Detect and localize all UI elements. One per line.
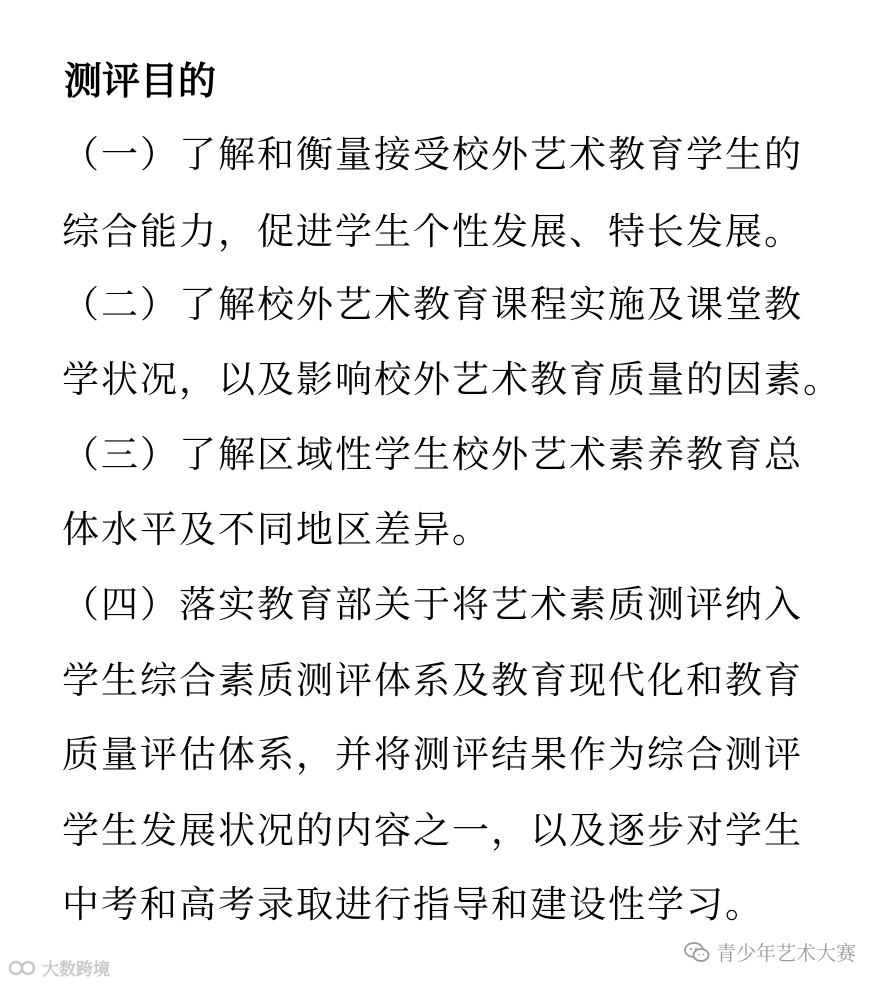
- wechat-icon: [684, 941, 710, 963]
- watermark-text: 大数跨境: [42, 960, 110, 980]
- text-line-11: 中考和高考录取进行指导和建设性学习。: [62, 883, 764, 926]
- watermark: [8, 955, 110, 980]
- text-line-4: 学状况，以及影响校外艺术教育质量的因素。: [62, 358, 842, 401]
- wechat-account[interactable]: [684, 937, 856, 966]
- text-line-9: 质量评估体系，并将测评结果作为综合测评: [62, 733, 803, 776]
- text-line-6: 体水平及不同地区差异。: [62, 508, 491, 551]
- text-line-10: 学生发展状况的内容之一，以及逐步对学生: [62, 809, 803, 852]
- text-line-8: 学生综合素质测评体系及教育现代化和教育: [62, 659, 803, 702]
- page-title: 测评目的: [64, 59, 217, 103]
- footer: [0, 930, 886, 986]
- logo-icon: [8, 957, 38, 979]
- text-line-2: 综合能力，促进学生个性发展、特长发展。: [62, 210, 803, 253]
- text-line-3: （二）了解校外艺术教育课程实施及课堂教: [62, 283, 803, 326]
- text-line-5: （三）了解区域性学生校外艺术素养教育总: [62, 433, 803, 476]
- wechat-account-name: 青少年艺术大赛: [716, 941, 856, 965]
- text-line-7: （四）落实教育部关于将艺术素质测评纳入: [62, 583, 803, 626]
- text-line-1: （一）了解和衡量接受校外艺术教育学生的: [62, 133, 803, 176]
